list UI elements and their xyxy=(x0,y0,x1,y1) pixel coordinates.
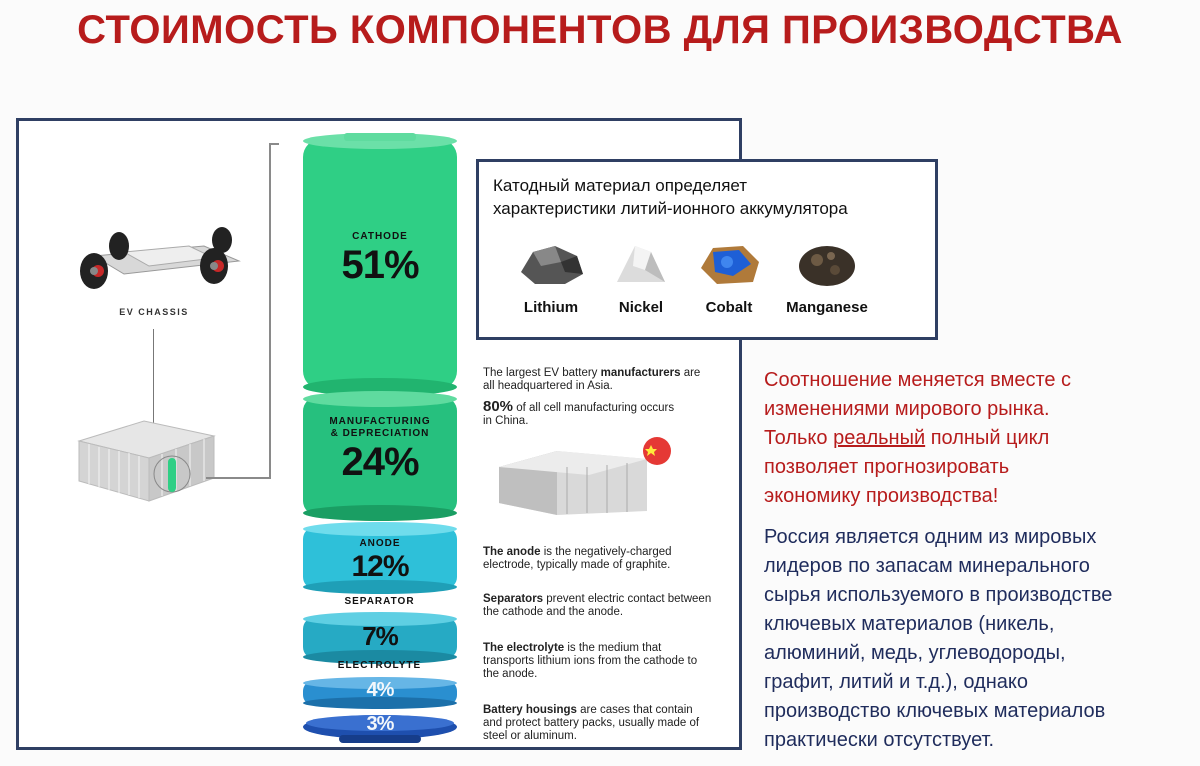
russia-note: Россия является одним из мировых лидеров по запасам минерального сырья используемого в производстве ключевых материалов (никель, алюминий, медь, углеводороды, графит, литий и т.д.), однако производство ключевых материалов практически отсутствует. xyxy=(764,526,1113,751)
segment-electrolyte-percent: 4% xyxy=(366,679,394,701)
battery-cell-pack-image xyxy=(74,416,219,506)
mineral-lithium: Lithium xyxy=(501,242,601,316)
segment-cathode xyxy=(303,231,457,288)
note-manufacturers: The largest EV battery manufacturers are all headquartered in Asia. xyxy=(483,367,701,392)
note-housing: Battery housings are cases that contain and protect battery packs, usually made of steel or aluminum. xyxy=(483,704,700,742)
segment-anode-percent: 12% xyxy=(351,550,409,583)
segment-cathode-label: CATHODE xyxy=(352,231,408,242)
bracket-top-line xyxy=(269,143,279,145)
segment-cathode-percent: 51% xyxy=(341,243,419,287)
note-china: 80% of all cell manufacturing occurs in China. xyxy=(483,398,675,427)
segment-separator-label: SEPARATOR xyxy=(344,596,415,607)
segment-anode-label: ANODE xyxy=(359,538,401,549)
segment-separator-percent: 7% xyxy=(362,621,398,651)
page-title: СТОИМОСТЬ КОМПОНЕНТОВ ДЛЯ ПРОИЗВОДСТВА xyxy=(77,8,1123,52)
segment-manufacturing-percent: 24% xyxy=(341,440,419,484)
segment-electrolyte-label: ELECTROLYTE xyxy=(337,660,422,671)
bracket-horizontal-line xyxy=(206,477,271,479)
segment-manufacturing-label-1: MANUFACTURING xyxy=(329,416,431,427)
mineral-cobalt: Cobalt xyxy=(679,242,779,316)
mineral-manganese: Manganese xyxy=(777,242,877,316)
segment-manufacturing-label-2: & DEPRECIATION xyxy=(330,428,430,439)
segment-housing xyxy=(303,713,457,736)
note-electrolyte: The electrolyte is the medium that transports lithium ions from the cathode to the anode. xyxy=(483,642,698,680)
cathode-box-heading: Катодный материал определяет характеристики литий-ионного аккумулятора xyxy=(493,176,848,218)
segment-separator xyxy=(303,621,457,652)
ev-chassis-image xyxy=(64,216,244,306)
connector-line xyxy=(153,329,154,424)
note-separators: Separators prevent electric contact between the cathode and the anode. xyxy=(483,593,712,618)
note-anode: The anode is the negatively-charged electrode, typically made of graphite. xyxy=(483,546,672,571)
segment-electrolyte xyxy=(303,679,457,702)
manganese-rock-icon xyxy=(791,242,863,288)
segment-manufacturing xyxy=(303,416,457,485)
ev-chassis-label: EV CHASSIS xyxy=(119,307,189,317)
market-note: Соотношение меняется вместе с изменениями мирового рынка. Только реальный полный цикл позволяет прогнозировать экономику производства! xyxy=(764,369,1072,507)
segment-anode xyxy=(303,538,457,584)
factory-image xyxy=(497,437,677,517)
mineral-nickel: Nickel xyxy=(591,242,691,316)
nickel-rock-icon xyxy=(605,242,677,288)
segment-housing-percent: 3% xyxy=(366,713,394,735)
lithium-rock-icon xyxy=(515,242,587,288)
cathode-materials-box xyxy=(476,159,938,340)
cobalt-rock-icon xyxy=(693,242,765,288)
bracket-line xyxy=(269,143,271,477)
